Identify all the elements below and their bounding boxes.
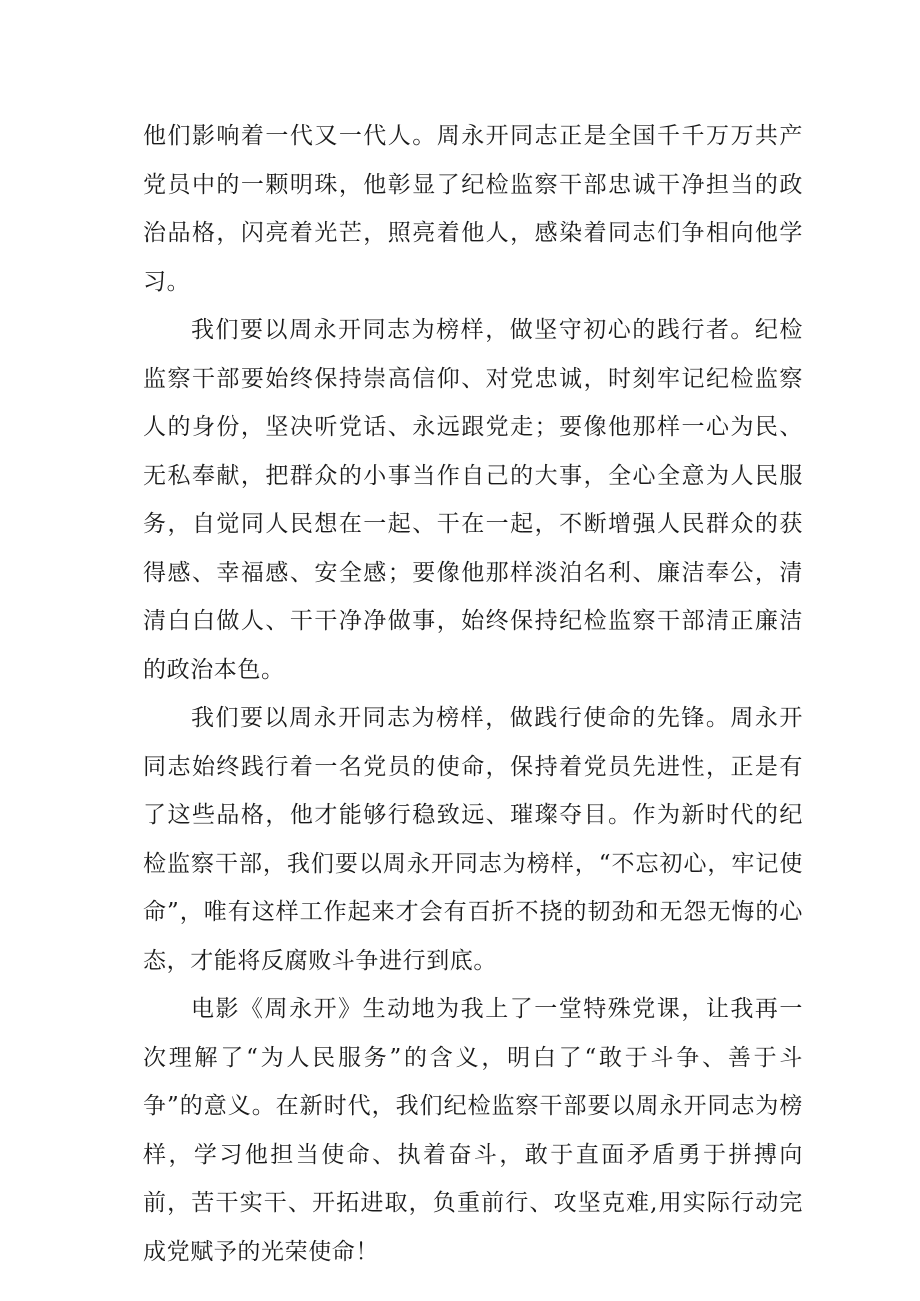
paragraph-mission-vanguard: 我们要以周永开同志为榜样，做践行使命的先锋。周永开同志始终践行着一名党员的使命，保持着党员先进性，正是有了这些品格，他才能够行稳致远、璀璨夺目。作为新时代的纪检监察干部，我们要以周永开同志为榜样，“不忘初心，牢记使命”，唯有这样工作起来才会有百折不挠的韧劲和无怨无悔的心态，才能将反腐败斗争进行到底。	[143, 705, 803, 974]
paragraph-film-reflection: 电影《周永开》生动地为我上了一堂特殊党课，让我再一次理解了“为人民服务”的含义，明白了“敢于斗争、善于斗争”的意义。在新时代，我们纪检监察干部要以周永开同志为榜样，学习他担当使命、执着奋斗，敢于直面矛盾勇于拼搏向前，苦干实干、开拓进取，负重前行、攻坚克难,用实际行动完成党赋予的光荣使命！	[143, 996, 803, 1265]
document-body	[143, 112, 803, 1276]
paragraph-continuation: 他们影响着一代又一代人。周永开同志正是全国千千万万共产党员中的一颗明珠，他彰显了纪检监察干部忠诚干净担当的政治品格，闪亮着光芒，照亮着他人，感染着同志们争相向他学习。	[143, 123, 803, 295]
paragraph-initial-aspiration: 我们要以周永开同志为榜样，做坚守初心的践行者。纪检监察干部要始终保持崇高信仰、对党忠诚，时刻牢记纪检监察人的身份，坚决听党话、永远跟党走；要像他那样一心为民、无私奉献，把群众的小事当作自己的大事，全心全意为人民服务，自觉同人民想在一起、干在一起，不断增强人民群众的获得感、幸福感、安全感；要像他那样淡泊名利、廉洁奉公，清清白白做人、干干净净做事，始终保持纪检监察干部清正廉洁的政治本色。	[143, 317, 803, 683]
